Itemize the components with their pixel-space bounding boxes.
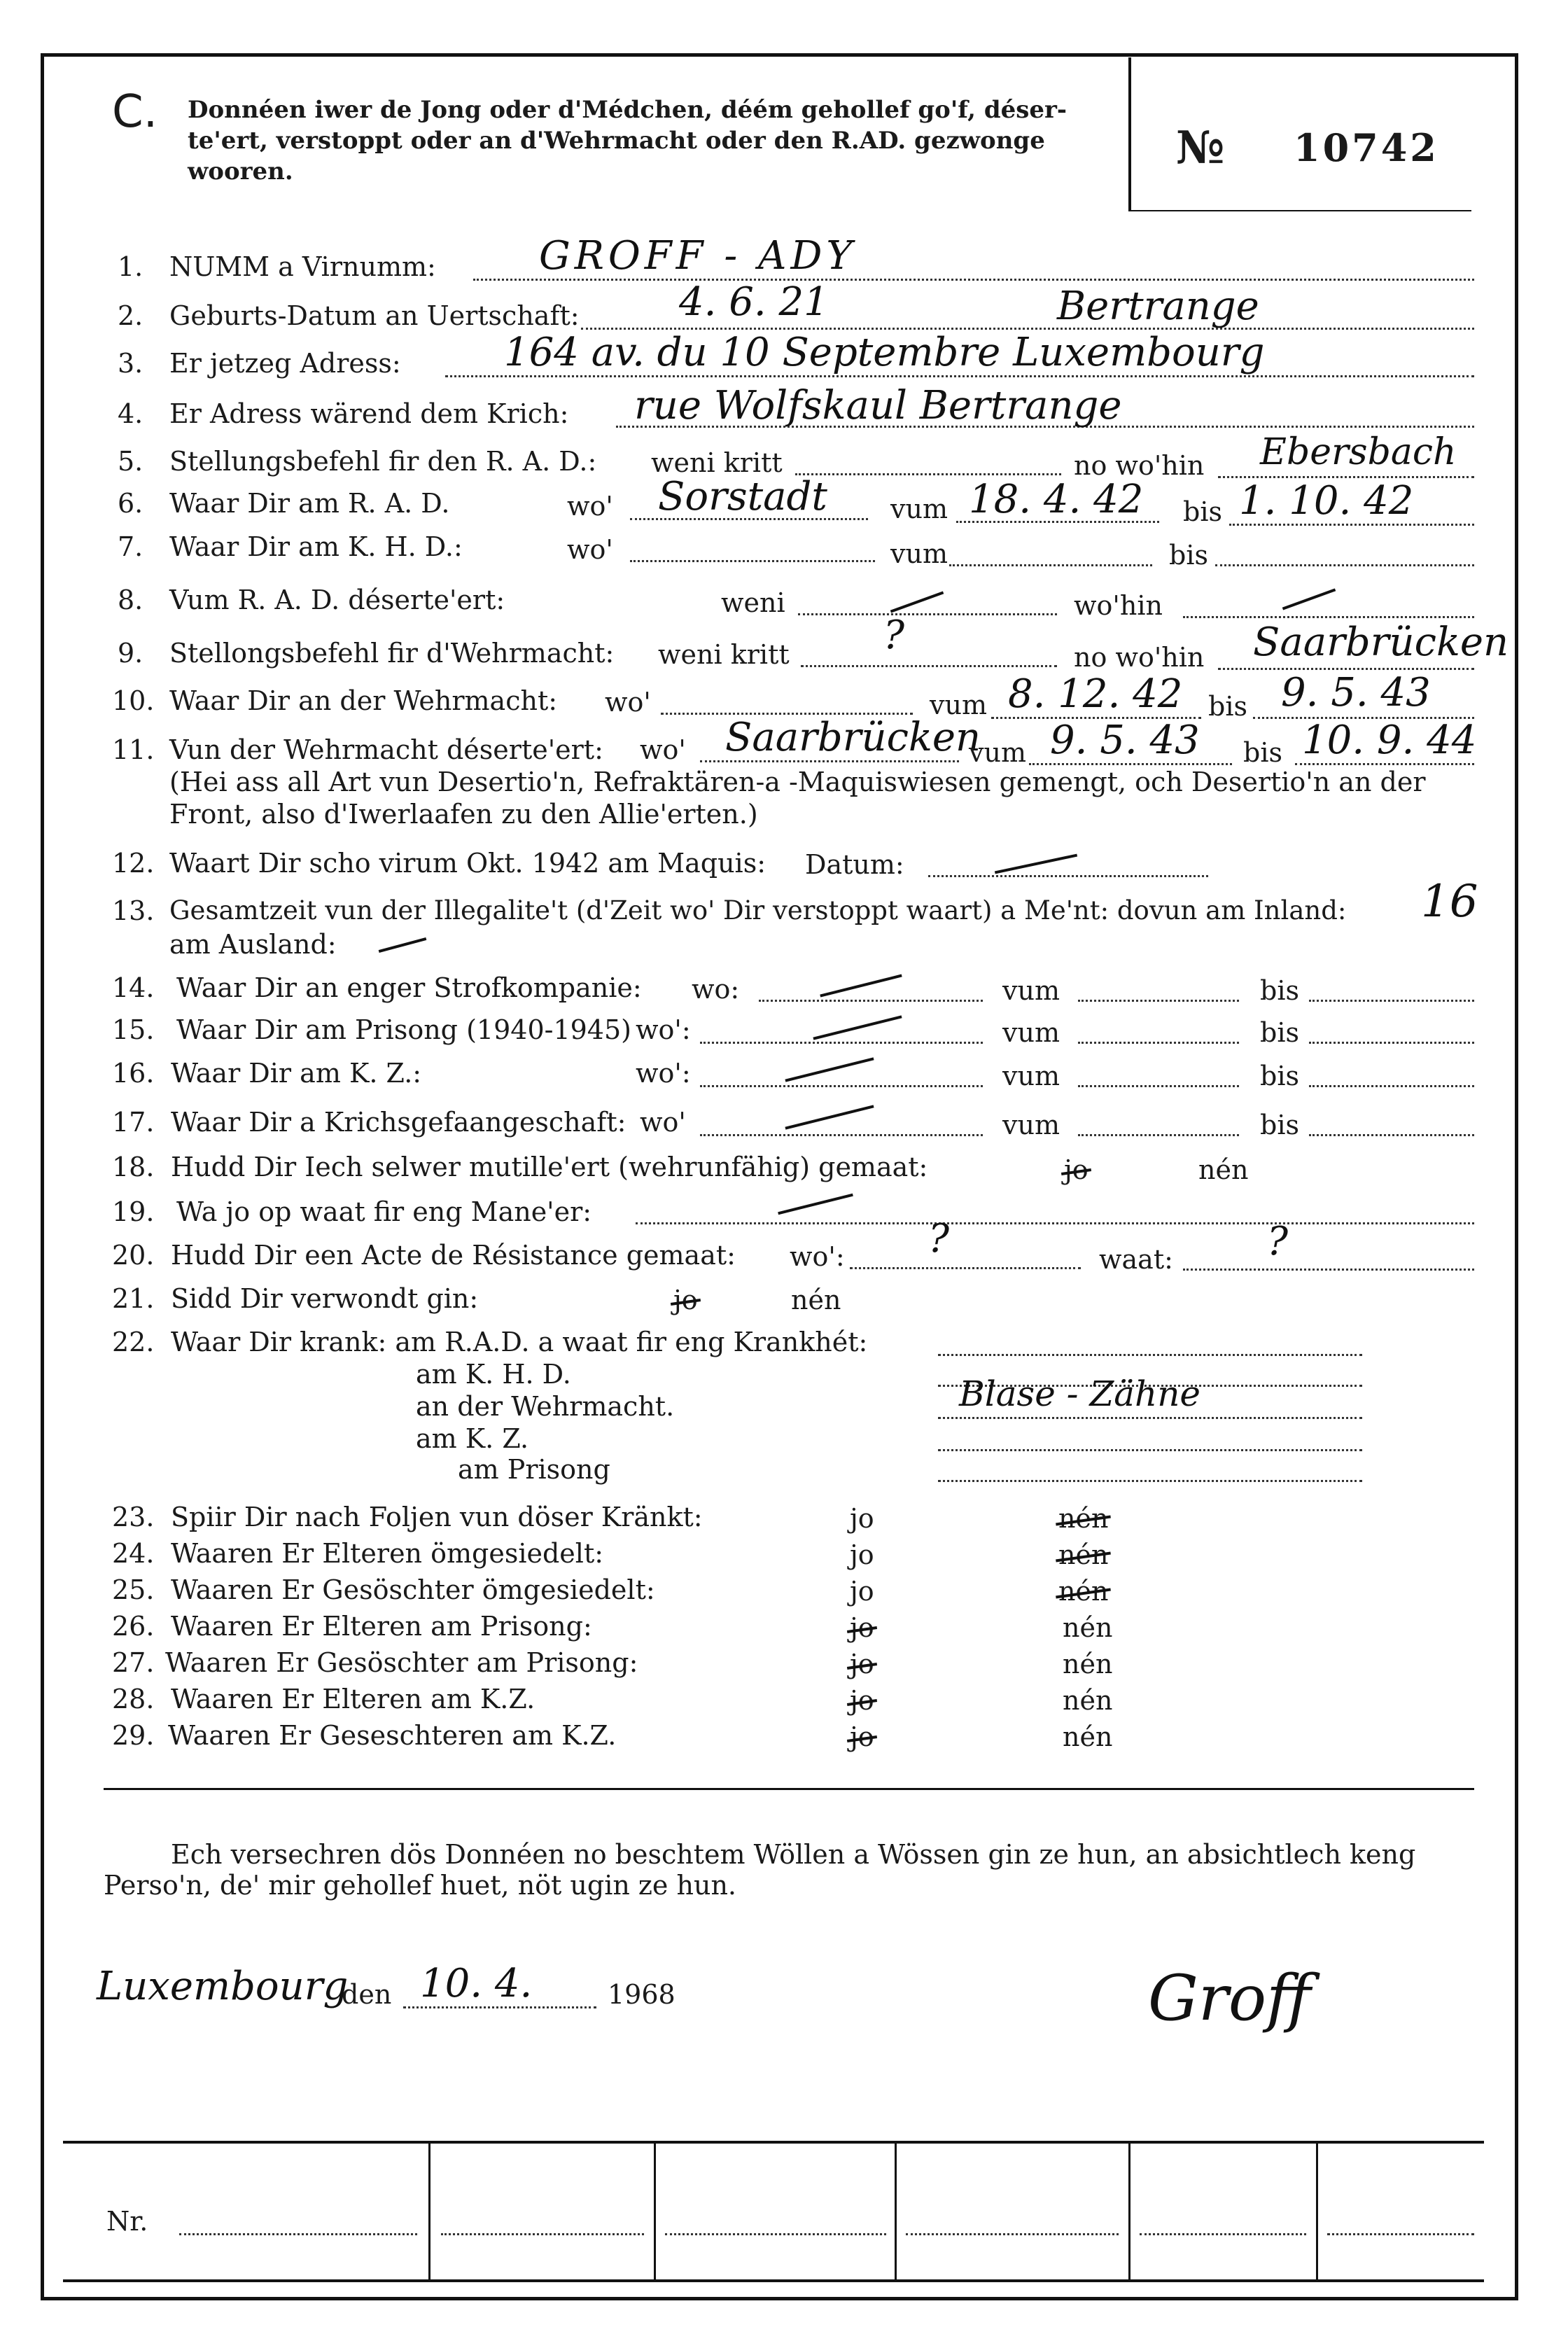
field-15-vum-line (1078, 1042, 1239, 1044)
header-title-line-1: Donnéen iwer de Jong oder d'Médchen, déém gehollef go'f, déser- (188, 96, 1068, 124)
field-7-vum-line (949, 564, 1152, 566)
field-22-line-1 (938, 1354, 1362, 1356)
field-9-weni-line (801, 665, 1057, 667)
footer-line-5 (1140, 2233, 1306, 2235)
field-5-no-wohin: no wo'hin (1074, 450, 1205, 481)
field-21-number: 21. (112, 1283, 155, 1314)
field-5-weni-kritt: weni kritt (651, 447, 783, 478)
field-7-bis-line (1215, 564, 1474, 566)
field-11-number: 11. (112, 734, 155, 765)
field-17-dash (785, 1105, 874, 1129)
field-15-wo-line (700, 1042, 983, 1044)
field-22-sub-khd: am K. H. D. (416, 1359, 571, 1390)
signature-handwritten: Groff (1148, 1962, 1311, 2035)
field-2-place: Bertrange (1057, 284, 1259, 329)
field-8-weni: weni (721, 587, 785, 618)
signature-place: Luxembourg (97, 1964, 349, 2009)
field-12-label: Waart Dir scho virum Okt. 1942 am Maquis: (169, 848, 766, 879)
footer-nr-label: Nr. (106, 2206, 148, 2237)
footer-col-4 (1128, 2144, 1130, 2279)
field-11-vum-line (1029, 763, 1232, 765)
field-5-weni-line (795, 473, 1061, 475)
field-14-label: Waar Dir an enger Strofkompanie: (176, 972, 642, 1003)
field-10-number: 10. (112, 685, 155, 716)
field-4-number: 4. (118, 398, 144, 429)
field-14-vum-line (1078, 1000, 1239, 1002)
field-16-vum: vum (1002, 1061, 1060, 1091)
field-6-wo-value: Sorstadt (658, 474, 827, 519)
field-7-wo: wo' (567, 534, 613, 565)
field-8-weni-line (798, 613, 1057, 615)
field-14-wo: wo: (692, 974, 740, 1005)
field-3-number: 3. (118, 348, 144, 379)
field-6-vum: vum (890, 494, 948, 524)
field-22-line-5 (938, 1480, 1362, 1482)
footer-col-2 (654, 2144, 656, 2279)
field-19-number: 19. (112, 1196, 155, 1227)
field-9-no-wohin: no wo'hin (1074, 642, 1205, 673)
field-17-bis-line (1309, 1134, 1474, 1136)
yesno-27-nen: nén (1063, 1649, 1113, 1679)
field-13-ausland-dash (379, 937, 427, 953)
field-8-number: 8. (118, 585, 144, 615)
field-17-number: 17. (112, 1107, 155, 1138)
frame-left (41, 53, 44, 2300)
field-16-wo-line (700, 1085, 983, 1087)
field-4-label: Er Adress wärend dem Krich: (169, 398, 569, 429)
field-3-label: Er jetzeg Adress: (169, 348, 401, 379)
field-1-label: NUMM a Virnumm: (169, 251, 436, 282)
field-20-wo-value: ? (928, 1216, 950, 1262)
field-12-datum: Datum: (805, 849, 904, 880)
header-title-line-2: te'ert, verstoppt oder an d'Wehrmacht oder den R.AD. gezwonge (188, 127, 1045, 155)
field-16-wo: wo': (636, 1058, 691, 1089)
yesno-29-label: Waaren Er Geseschteren am K.Z. (168, 1720, 617, 1751)
yesno-23-nen: nén (1058, 1503, 1109, 1534)
field-18-nen: nén (1198, 1154, 1249, 1185)
field-11-bis: bis (1243, 737, 1282, 768)
field-3-line (445, 375, 1474, 377)
field-14-bis-line (1309, 1000, 1474, 1002)
field-8-weni-dash (890, 591, 944, 613)
field-9-label: Stellongsbefehl fir d'Wehrmacht: (169, 638, 615, 669)
field-6-bis-line (1229, 524, 1474, 526)
field-10-bis: bis (1208, 691, 1247, 722)
field-13-number: 13. (112, 895, 155, 926)
signature-year: 1968 (608, 1979, 676, 2010)
yesno-24-number: 24. (112, 1538, 155, 1569)
field-15-wo: wo': (636, 1014, 691, 1045)
field-16-vum-line (1078, 1085, 1239, 1087)
field-11-wo-line (700, 760, 959, 762)
field-19-dash (778, 1194, 853, 1215)
yesno-28-jo: jo (850, 1685, 874, 1716)
field-11-note-1: (Hei ass all Art vun Desertio'n, Refraktären-a -Maquiswiesen gemengt, och Desertio'n an der (169, 767, 1426, 797)
field-13-inland-value: 16 (1421, 876, 1478, 928)
field-20-waat: waat: (1099, 1244, 1173, 1275)
field-18-number: 18. (112, 1152, 155, 1182)
field-18-label: Hudd Dir Iech selwer mutille'ert (wehrunfähig) gemaat: (171, 1152, 928, 1182)
declaration-line-2: Perso'n, de' mir gehollef huet, nöt ugin ze hun. (104, 1870, 737, 1901)
field-11-label: Vun der Wehrmacht déserte'ert: (169, 734, 603, 765)
frame-bottom (41, 2297, 1518, 2300)
field-17-wo-line (700, 1134, 983, 1136)
yesno-29-nen: nén (1063, 1721, 1113, 1752)
field-5-dest: Ebersbach (1260, 431, 1457, 473)
field-19-line (636, 1222, 1474, 1224)
field-2-date: 4. 6. 21 (679, 279, 829, 325)
yesno-24-label: Waaren Er Elteren ömgesiedelt: (171, 1538, 604, 1569)
footer-top-rule (63, 2141, 1484, 2144)
field-21-label: Sidd Dir verwondt gin: (171, 1283, 479, 1314)
field-7-wo-line (630, 560, 875, 562)
field-17-vum: vum (1002, 1110, 1060, 1140)
field-6-number: 6. (118, 488, 144, 519)
field-20-label: Hudd Dir een Acte de Résistance gemaat: (171, 1240, 736, 1271)
signature-den: den (342, 1979, 392, 2010)
field-22-line-4 (938, 1449, 1362, 1451)
field-6-vum-value: 18. 4. 42 (969, 477, 1144, 522)
footer-line-6 (1327, 2233, 1474, 2235)
field-9-dest: Saarbrücken (1253, 620, 1509, 665)
field-8-wohin: wo'hin (1074, 590, 1163, 621)
yesno-23-label: Spiir Dir nach Foljen vun döser Kränkt: (171, 1502, 703, 1532)
field-10-bis-value: 9. 5. 43 (1281, 670, 1431, 715)
field-14-vum: vum (1002, 975, 1060, 1006)
yesno-26-number: 26. (112, 1611, 155, 1642)
field-12-datum-line (928, 875, 1208, 877)
yesno-27-jo: jo (850, 1649, 874, 1679)
field-22-line-3 (938, 1417, 1362, 1419)
field-20-waat-line (1183, 1269, 1474, 1271)
field-22-wehrmacht-value: Blase - Zähne (959, 1374, 1201, 1414)
field-15-label: Waar Dir am Prisong (1940-1945) (176, 1014, 631, 1045)
field-8-wohin-line (1183, 616, 1474, 618)
field-15-bis: bis (1260, 1017, 1299, 1048)
field-4-value: rue Wolfskaul Bertrange (634, 383, 1122, 428)
section-separator (104, 1788, 1474, 1790)
field-22-sub-kz: am K. Z. (416, 1423, 529, 1454)
field-7-vum: vum (890, 538, 948, 569)
field-12-number: 12. (112, 848, 155, 879)
field-5-number: 5. (118, 446, 144, 477)
field-15-vum: vum (1002, 1017, 1060, 1048)
field-16-bis: bis (1260, 1061, 1299, 1091)
field-16-dash (785, 1057, 874, 1082)
yesno-28-label: Waaren Er Elteren am K.Z. (171, 1684, 536, 1714)
yesno-25-jo: jo (850, 1576, 874, 1607)
header-number-rule (1128, 210, 1471, 211)
section-letter: C. (112, 86, 158, 138)
field-5-label: Stellungsbefehl fir den R. A. D.: (169, 446, 597, 477)
field-13-ausland: am Ausland: (169, 929, 337, 960)
field-20-wo: wo': (790, 1241, 845, 1272)
declaration-line-1: Ech versechren dös Donnéen no beschtem Wöllen a Wössen gin ze hun, an absichtlech keng (171, 1839, 1416, 1870)
field-16-bis-line (1309, 1085, 1474, 1087)
number-symbol: № (1176, 122, 1225, 174)
field-16-number: 16. (112, 1058, 155, 1089)
yesno-28-nen: nén (1063, 1685, 1113, 1716)
signature-date: 10. 4. (420, 1961, 533, 2006)
field-20-wo-line (850, 1267, 1081, 1269)
field-14-bis: bis (1260, 975, 1299, 1006)
field-11-vum: vum (969, 737, 1026, 768)
field-18-jo: jo (1064, 1154, 1088, 1185)
field-10-wo: wo' (605, 687, 651, 718)
field-3-value: 164 av. du 10 Septembre Luxembourg (504, 330, 1265, 375)
yesno-25-nen: nén (1058, 1576, 1109, 1607)
frame-top (41, 53, 1518, 57)
field-10-vum-value: 8. 12. 42 (1008, 671, 1183, 717)
yesno-26-label: Waaren Er Elteren am Prisong: (171, 1611, 592, 1642)
field-22-number: 22. (112, 1327, 155, 1357)
field-11-wo-value: Saarbrücken (725, 715, 981, 760)
field-7-number: 7. (118, 531, 144, 562)
yesno-29-jo: jo (850, 1721, 874, 1752)
yesno-27-label: Waaren Er Gesöschter am Prisong: (165, 1647, 638, 1678)
field-22-sub-wehrmacht: an der Wehrmacht. (416, 1391, 675, 1422)
field-6-bis: bis (1183, 496, 1222, 527)
field-11-bis-line (1295, 763, 1474, 765)
field-11-note-2: Front, also d'Iwerlaafen zu den Allie'erten.) (169, 799, 758, 830)
field-9-number: 9. (118, 638, 144, 669)
yesno-25-number: 25. (112, 1574, 155, 1605)
form-number: 10742 (1294, 125, 1439, 170)
field-1-line (473, 279, 1474, 281)
field-17-wo: wo' (640, 1107, 686, 1138)
field-6-label: Waar Dir am R. A. D. (169, 488, 450, 519)
field-10-vum: vum (930, 690, 987, 720)
field-11-vum-value: 9. 5. 43 (1050, 718, 1200, 763)
frame-right (1515, 53, 1518, 2300)
field-15-number: 15. (112, 1014, 155, 1045)
field-7-bis: bis (1169, 540, 1208, 571)
field-21-jo: jo (673, 1285, 698, 1315)
yesno-24-jo: jo (850, 1539, 874, 1570)
yesno-26-nen: nén (1063, 1612, 1113, 1643)
footer-line-3 (665, 2233, 886, 2235)
field-2-label: Geburts-Datum an Uertschaft: (169, 300, 580, 331)
field-14-dash (820, 974, 902, 998)
header-title-line-3: wooren. (188, 158, 293, 186)
footer-line-2 (441, 2233, 644, 2235)
field-6-bis-value: 1. 10. 42 (1239, 478, 1414, 524)
yesno-25-label: Waaren Er Gesöschter ömgesiedelt: (171, 1574, 655, 1605)
header-divider (1128, 57, 1131, 210)
yesno-23-number: 23. (112, 1502, 155, 1532)
yesno-23-jo: jo (850, 1503, 874, 1534)
field-21-nen: nén (791, 1285, 841, 1315)
yesno-24-nen: nén (1058, 1539, 1109, 1570)
field-16-label: Waar Dir am K. Z.: (171, 1058, 422, 1089)
footer-col-3 (895, 2144, 897, 2279)
field-20-waat-value: ? (1267, 1219, 1289, 1264)
field-1-number: 1. (118, 251, 144, 282)
field-2-number: 2. (118, 300, 144, 331)
footer-bottom-rule (63, 2279, 1484, 2282)
field-22-sub-prisong: am Prisong (458, 1454, 610, 1485)
footer-col-1 (428, 2144, 430, 2279)
field-15-dash (813, 1015, 902, 1040)
field-19-label: Wa jo op waat fir eng Mane'er: (176, 1196, 592, 1227)
field-6-wo: wo' (567, 491, 613, 522)
field-17-vum-line (1078, 1134, 1239, 1136)
yesno-28-number: 28. (112, 1684, 155, 1714)
field-11-wo: wo' (640, 734, 686, 765)
yesno-26-jo: jo (850, 1612, 874, 1643)
field-12-dash (995, 854, 1077, 874)
field-11-bis-value: 10. 9. 44 (1302, 718, 1477, 763)
field-17-bis: bis (1260, 1110, 1299, 1140)
footer-line-4 (906, 2233, 1119, 2235)
field-13-label: Gesamtzeit vun der Illegalite't (d'Zeit wo' Dir verstoppt waart) a Me'nt: dovun am Inland: (169, 895, 1347, 925)
field-8-wohin-dash (1282, 588, 1336, 610)
yesno-27-number: 27. (112, 1647, 155, 1678)
field-10-label: Waar Dir an der Wehrmacht: (169, 685, 558, 716)
field-9-weni-value: ? (883, 613, 905, 658)
field-22-label: Waar Dir krank: am R.A.D. a waat fir eng Krankhét: (171, 1327, 868, 1357)
field-7-label: Waar Dir am K. H. D.: (169, 531, 463, 562)
field-17-label: Waar Dir a Krichsgefaangeschaft: (171, 1107, 626, 1138)
footer-line-1 (179, 2233, 417, 2235)
footer-col-5 (1316, 2144, 1318, 2279)
field-15-bis-line (1309, 1042, 1474, 1044)
yesno-29-number: 29. (112, 1720, 155, 1751)
field-9-weni-kritt: weni kritt (658, 639, 790, 670)
field-14-number: 14. (112, 972, 155, 1003)
signature-date-line (403, 2006, 596, 2008)
field-20-number: 20. (112, 1240, 155, 1271)
field-1-value: GROFF - ADY (539, 233, 857, 279)
field-14-wo-line (759, 1000, 983, 1002)
field-8-label: Vum R. A. D. déserte'ert: (169, 585, 505, 615)
